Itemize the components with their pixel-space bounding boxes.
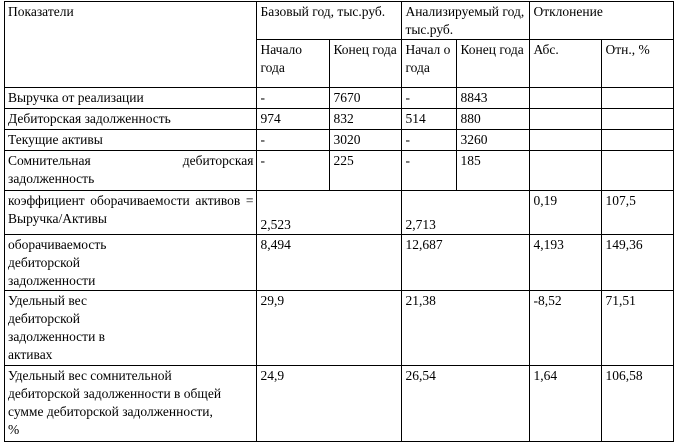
cell-base-end: 3020 [330, 130, 402, 151]
cell-base-start: - [257, 151, 330, 191]
row-label: Текущие активы [5, 130, 257, 151]
header-analysis-end: Конец года [457, 40, 530, 88]
cell-base-start: - [257, 88, 330, 109]
cell-base-end: 832 [330, 109, 402, 130]
cell-abs: 4,193 [530, 235, 602, 291]
row-label: Сомнительная дебиторская задолженность [5, 151, 257, 191]
table-row [5, 235, 674, 291]
cell-abs: -8,52 [530, 291, 602, 366]
cell-analysis: 26,54 [402, 366, 530, 442]
cell-analysis-end: 8843 [457, 88, 530, 109]
row-label: коэффициент оборачиваемости активов = Выручка/Активы [5, 191, 257, 235]
cell-rel: 71,51 [602, 291, 674, 366]
cell-analysis-end: 3260 [457, 130, 530, 151]
cell-analysis-start: - [402, 88, 457, 109]
header-abs: Абс. [530, 40, 602, 88]
header-analysis-start: Начал о года [402, 40, 457, 88]
header-base-end: Конец года [330, 40, 402, 88]
cell-base-start: 974 [257, 109, 330, 130]
cell-base: 29,9 [257, 291, 402, 366]
cell-base: 2,523 [257, 191, 402, 235]
cell-rel [602, 130, 674, 151]
cell-abs [530, 130, 602, 151]
cell-base: 24,9 [257, 366, 402, 442]
cell-analysis-end: 880 [457, 109, 530, 130]
header-rel: Отн., % [602, 40, 674, 88]
cell-abs: 0,19 [530, 191, 602, 235]
cell-analysis: 21,38 [402, 291, 530, 366]
table-row [5, 151, 674, 191]
table-row [5, 366, 674, 442]
header-base-year: Базовый год, тыс.руб. [257, 2, 402, 40]
table-row [5, 88, 674, 109]
header-row-1 [5, 2, 674, 40]
row-label: Выручка от реализации [5, 88, 257, 109]
row-label: оборачиваемость дебиторской задолженности [5, 235, 257, 291]
cell-base-end: 225 [330, 151, 402, 191]
cell-base-start: - [257, 130, 330, 151]
table-row [5, 191, 674, 235]
cell-abs: 1,64 [530, 366, 602, 442]
table-row [5, 291, 674, 366]
cell-base: 8,494 [257, 235, 402, 291]
cell-rel [602, 109, 674, 130]
cell-analysis-end: 185 [457, 151, 530, 191]
header-base-start: Начало года [257, 40, 330, 88]
header-analysis-year: Анализируемый год, тыс.руб. [402, 2, 530, 40]
cell-rel: 149,36 [602, 235, 674, 291]
row-label: Удельный вес сомнительной дебиторской задолженности в общей сумме дебиторской задолженности, % [5, 366, 257, 442]
cell-base-end: 7670 [330, 88, 402, 109]
cell-analysis-start: - [402, 151, 457, 191]
header-indicator: Показатели [5, 2, 257, 88]
cell-abs [530, 88, 602, 109]
cell-abs [530, 151, 602, 191]
cell-rel [602, 88, 674, 109]
receivables-analysis-table [4, 1, 674, 442]
cell-analysis: 2,713 [402, 191, 530, 235]
table-row [5, 130, 674, 151]
cell-analysis: 12,687 [402, 235, 530, 291]
cell-abs [530, 109, 602, 130]
row-label: Удельный вес дебиторской задолженности в активах [5, 291, 257, 366]
table-row [5, 109, 674, 130]
cell-analysis-start: - [402, 130, 457, 151]
cell-rel: 107,5 [602, 191, 674, 235]
cell-rel: 106,58 [602, 366, 674, 442]
row-label: Дебиторская задолженность [5, 109, 257, 130]
header-deviation: Отклонение [530, 2, 674, 40]
cell-rel [602, 151, 674, 191]
cell-analysis-start: 514 [402, 109, 457, 130]
